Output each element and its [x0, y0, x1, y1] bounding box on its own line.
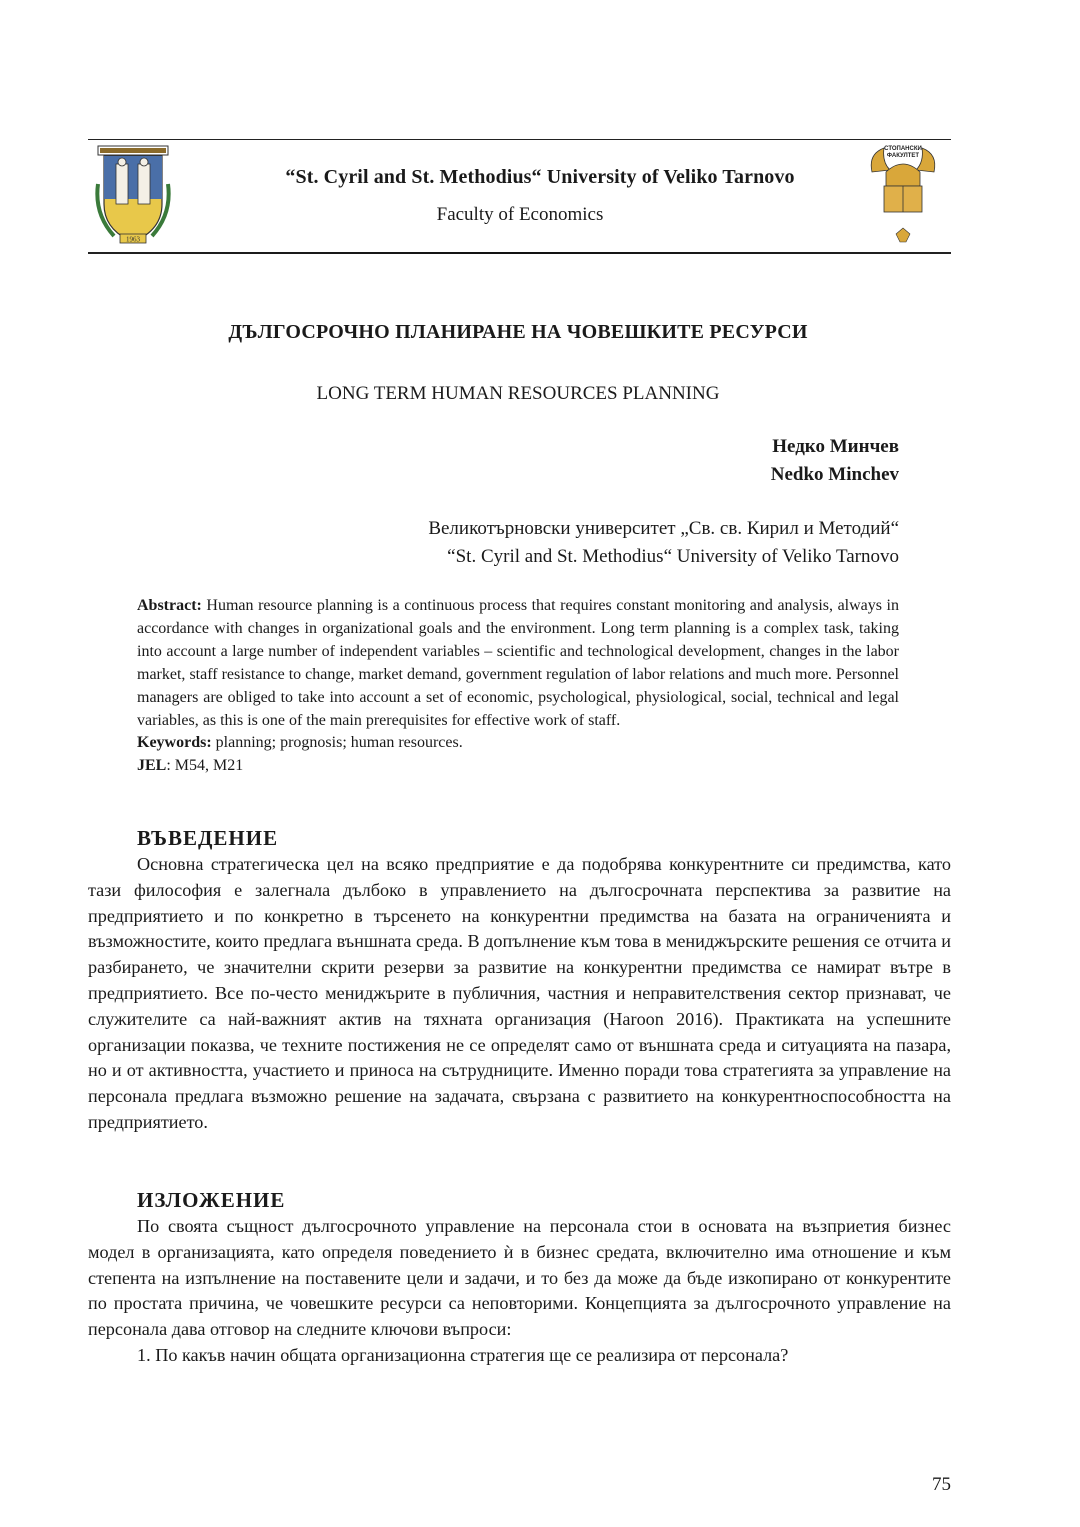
keywords-text: planning; prognosis; human resources.: [211, 734, 463, 752]
affiliation-bg: Великотърновски университет „Св. св. Кирил и Методий“: [428, 518, 899, 539]
emblem-text-line2: ФАКУЛТЕТ: [886, 153, 920, 159]
crest-year: 1963: [126, 235, 140, 244]
keywords-label: Keywords:: [137, 734, 212, 752]
author-name-en: Nedko Minchev: [770, 464, 899, 485]
keywords-line: [137, 732, 899, 755]
numbered-question: 1. По какъв начин общата организационна стратегия ще се реализира от персонала?: [137, 1344, 789, 1365]
faculty-emblem-logo: [866, 142, 940, 250]
affiliation-en: “St. Cyril and St. Methodius“ University of Veliko Tarnovo: [447, 546, 899, 567]
university-name: “St. Cyril and St. Methodius“ University of Veliko Tarnovo: [285, 166, 795, 188]
header-bottom-rule: [88, 252, 951, 254]
faculty-name: Faculty of Economics: [436, 204, 604, 225]
abstract-paragraph: [137, 595, 899, 732]
paragraph: По своята същност дългосрочното управление на персонала стои в основата на възприетия бизнес модел в организацията, като определя поведението ѝ в бизнес средата, включително има отношение и към степента на изпълнение на поставените цели и задачи, и то без да може да бъде изкопирано от конкурентите по простата причина, че човешките ресурси са неповторими. Концепцията за дългосрочното управление на персонала дава отговор на следните ключови въпроси:: [88, 1216, 951, 1340]
abstract-text: Human resource planning is a continuous process that requires constant monitoring and analysis, always in accordance with changes in organizational goals and the environment. Long term planning is a complex task, taking into account a large number of independent variables – scientific and technological development, changes in the labor market, staff resistance to change, market demand, government regulation of labor relations and much more. Personnel managers are obliged to take into account a set of economic, psychological, physiological, social, technical and legal variables, as this is one of the main prerequisites for effective work of staff.: [137, 597, 899, 729]
emblem-text-line1: СТОПАНСКИ: [884, 146, 922, 152]
article-title-bg: ДЪЛГОСРОЧНО ПЛАНИРАНЕ НА ЧОВЕШКИТЕ РЕСУРСИ: [228, 321, 808, 343]
section-heading-introduction: ВЪВЕДЕНИЕ: [137, 826, 279, 850]
author-name-bg: Недко Минчев: [772, 436, 899, 457]
page-number: 75: [932, 1474, 951, 1495]
abstract-block: [137, 595, 899, 778]
section-body-introduction: [88, 852, 951, 1136]
abstract-label: Abstract:: [137, 597, 202, 614]
section-body-exposition: [88, 1214, 951, 1369]
article-title-en: LONG TERM HUMAN RESOURCES PLANNING: [316, 383, 720, 404]
university-crest-logo: [94, 144, 172, 250]
paragraph: Основна стратегическа цел на всяко предприятие е да подобрява конкурентните си предимства, като тази философия е залегнала дълбоко в управлението на дългосрочната перспектива за развитие на предприятието и по конкретно в търсенето на конкурентни предимства на базата на ограниченията и възможностите, които предлага външната среда. В допълнение към това в мениджърските решения се отчита и разбирането, че значителни скрити резерви за развитие на конкурентни предимства се намират вътре в предприятието. Все по-често мениджърите в публичния, частния и неправителствения сектор признават, че служителите са най-важният актив на тяхната организация (Haroon 2016). Практиката на успешните организации показва, че техните постижения не се определят само от външната среда и ситуацията на пазара, но и от активността, участието и приноса на сътрудниците. Именно поради това стратегията за управление на персонала предлага възможно решение на задачата, свързана с развитието на конкурентноспособността на предприятието.: [88, 854, 951, 1132]
jel-label: JEL: [137, 757, 167, 775]
header-top-rule: [88, 139, 951, 140]
section-heading-exposition: ИЗЛОЖЕНИЕ: [137, 1188, 286, 1212]
jel-text: : M54, M21: [166, 757, 244, 775]
jel-line: [137, 755, 899, 778]
